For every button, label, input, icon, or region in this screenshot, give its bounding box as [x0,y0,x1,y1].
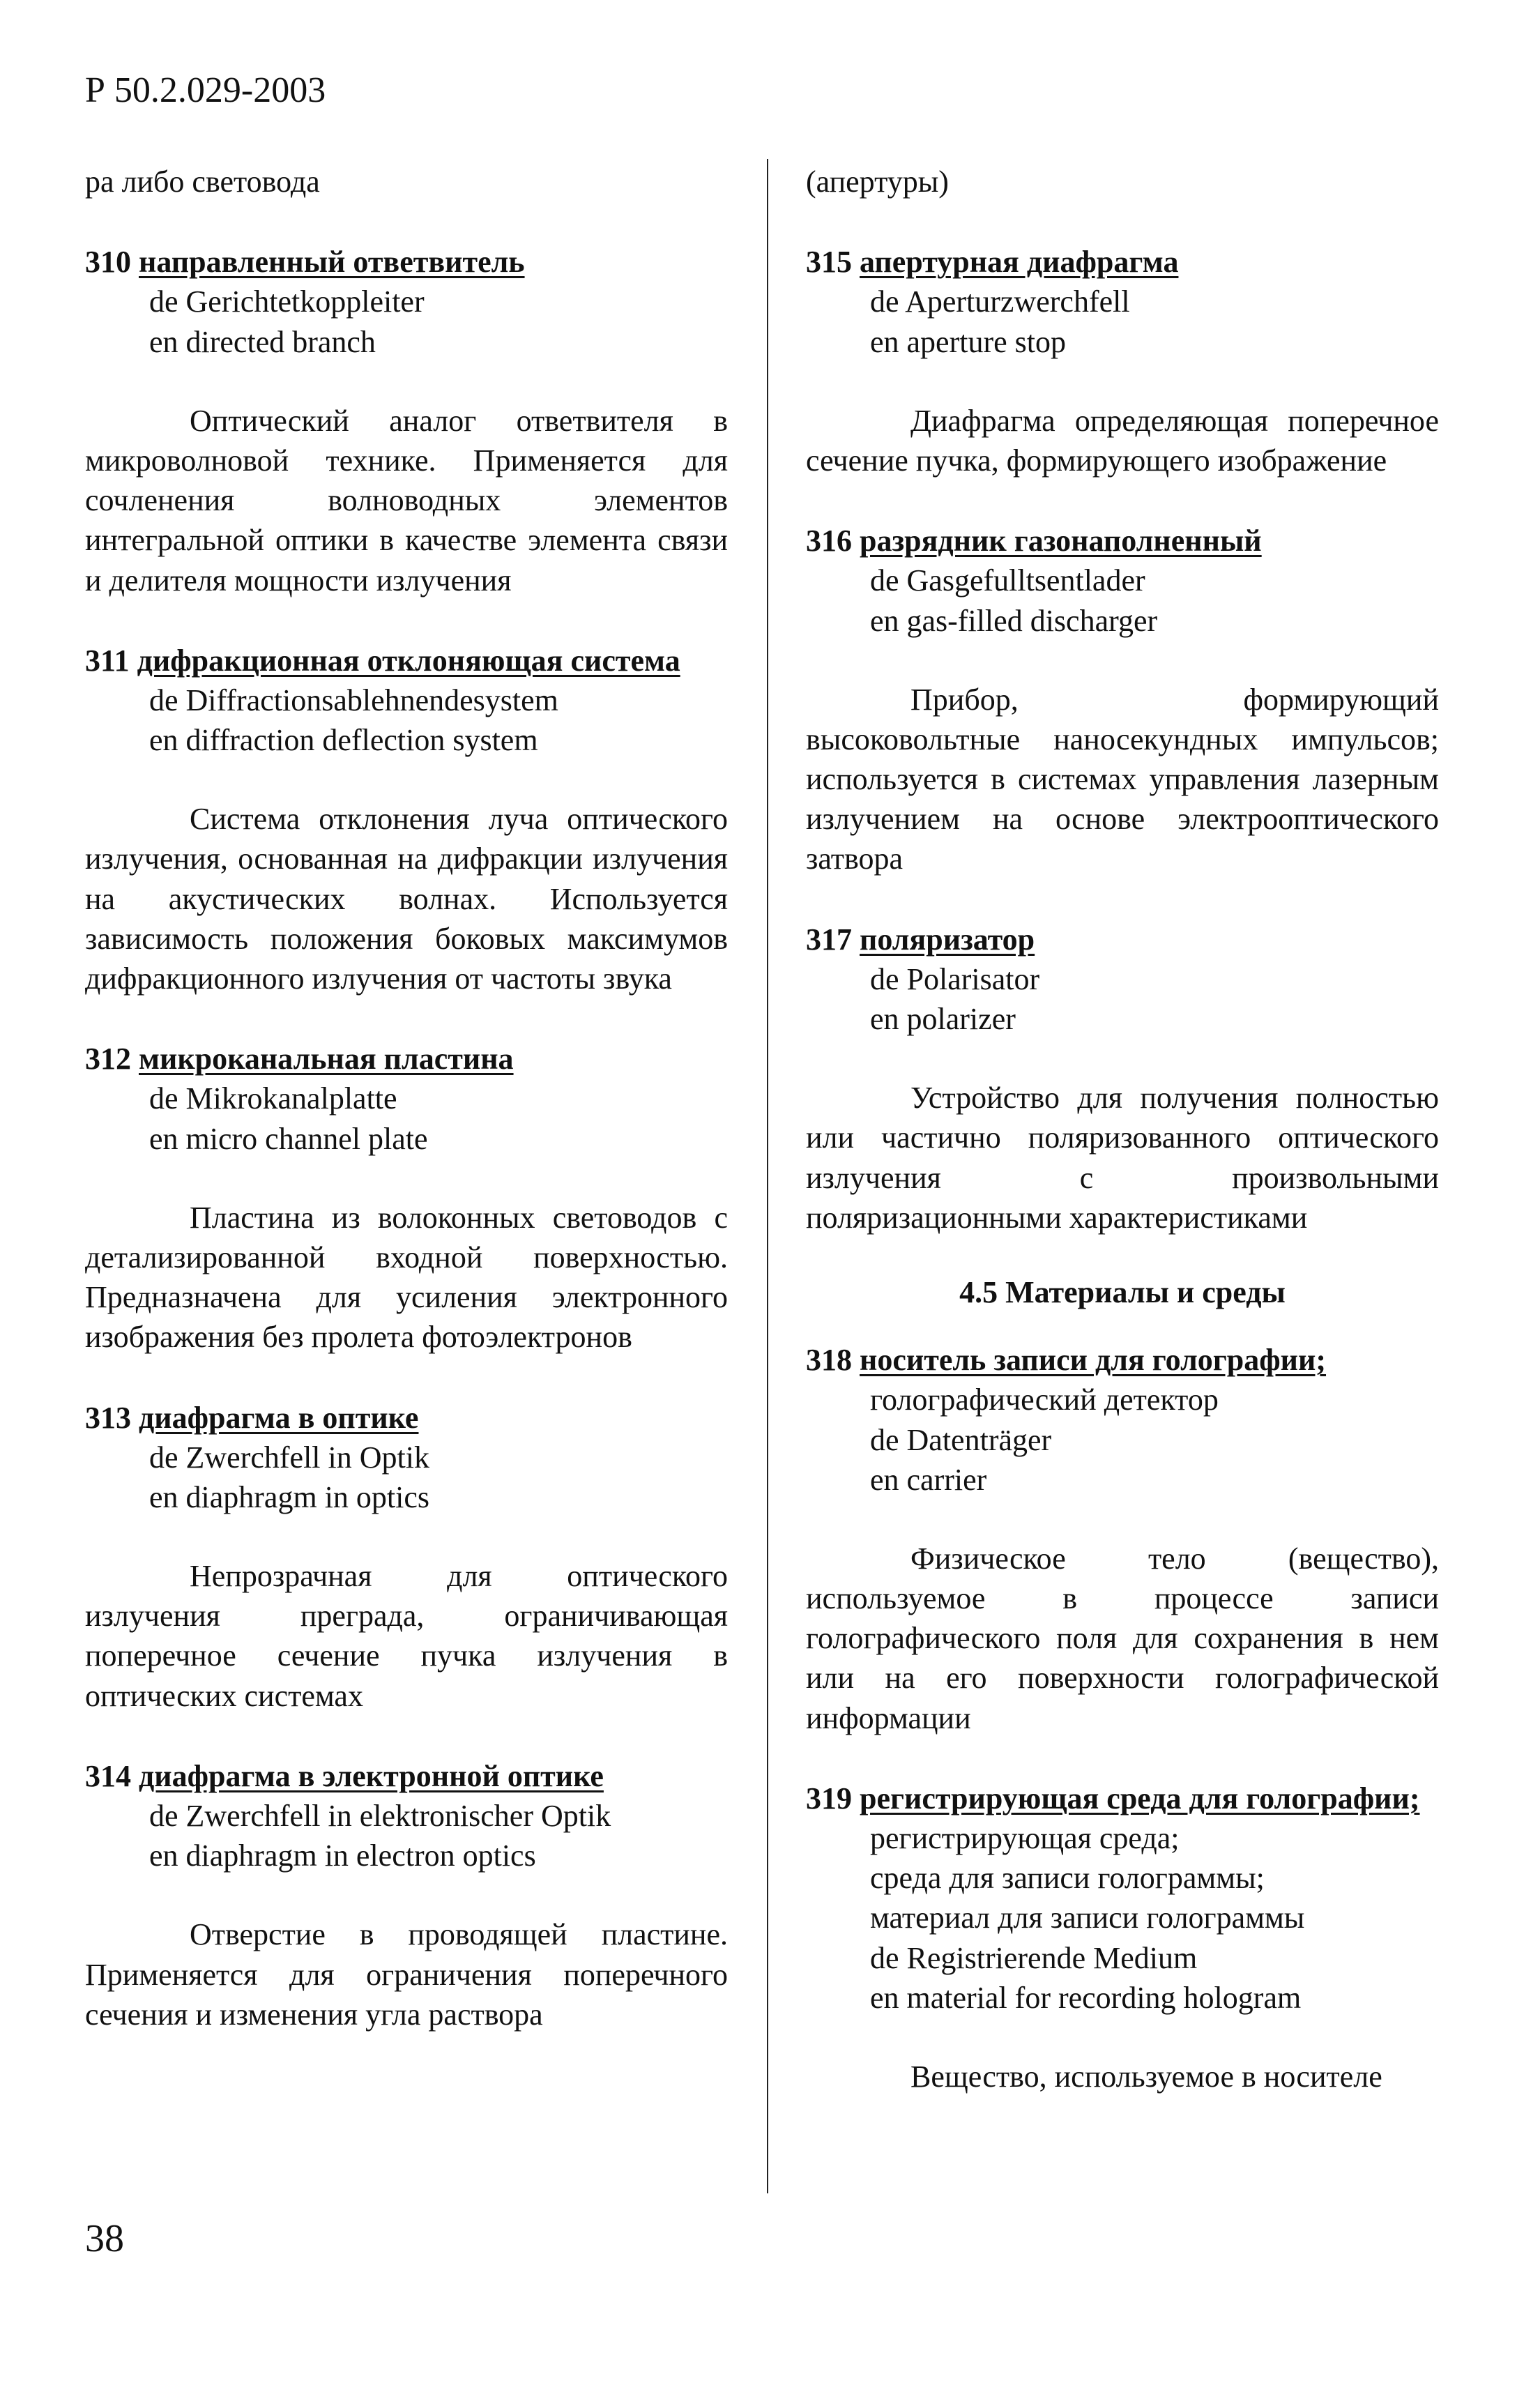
term-definition: Отверстие в проводящей пластине. Применяется для ограничения поперечного сечения и изменения угла раствора [85,1917,728,2032]
term-heading [85,1756,728,1796]
term-number: 313 [85,1400,131,1435]
term-synonym: en gas-filled discharger [870,603,1158,638]
left-entries [85,242,728,2034]
right-column [806,162,1439,2137]
continued-text: (апертуры) [806,165,949,199]
term-synonym: de Gerichtetkoppleiter [149,284,425,319]
term-synonym: de Mikrokanalplatte [149,1081,397,1116]
term-name: регистрирующая среда для голографии; [860,1781,1420,1815]
term-heading [806,242,1439,282]
column-divider [767,159,768,2193]
continued-text: ра либо световода [85,165,320,199]
term-definition: Прибор, формирующий высоковольтные наносекундных импульсов; используется в системах управления лазерным излучением на основе электрооптического затвора [806,682,1439,876]
document-code: Р 50.2.029-2003 [85,70,326,110]
term-number: 316 [806,524,852,558]
term-entry [85,641,728,999]
term-entry [806,242,1439,480]
right-entries-after-section [806,1340,1439,2096]
term-name: разрядник газонаполненный [860,524,1262,558]
term-name: направленный ответвитель [139,245,525,280]
term-entry [85,1039,728,1357]
term-synonym: de Datenträger [870,1422,1052,1457]
term-synonym: en directed branch [149,324,376,359]
term-heading [806,521,1439,561]
term-definition: Физическое тело (вещество), используемое в процессе записи голографического поля для сохранения в нем или на его поверхности голографической информации [806,1541,1439,1735]
term-name: поляризатор [860,922,1035,957]
term-entry [85,1398,728,1716]
term-entry [85,242,728,600]
term-definition: Система отклонения луча оптического излучения, основанная на дифракции излучения на акустических волнах. Используется зависимость положения боковых максимумов дифракционного излучения от частоты звука [85,802,728,996]
term-heading [85,641,728,680]
term-number: 311 [85,643,130,678]
term-number: 310 [85,245,131,280]
term-synonym: среда для записи голограммы; [870,1861,1265,1896]
term-synonym: регистрирующая среда; [870,1821,1180,1855]
term-number: 315 [806,245,852,280]
term-name: дифракционная отклоняющая система [137,643,680,678]
term-number: 319 [806,1781,852,1815]
term-synonym: голографический детектор [870,1383,1219,1417]
term-entry [806,521,1439,879]
left-column [85,162,728,2075]
term-heading [806,920,1439,959]
term-name: апертурная диафрагма [860,245,1179,280]
term-heading [85,242,728,282]
section-heading: 4.5 Материалы и среды [959,1274,1286,1309]
term-number: 312 [85,1042,131,1076]
term-synonym: en aperture stop [870,324,1066,359]
term-synonym: en material for recording hologram [870,1980,1302,2015]
term-synonym: en diaphragm in electron optics [149,1838,536,1873]
term-heading [85,1398,728,1438]
term-synonym: de Zwerchfell in elektronischer Optik [149,1799,611,1833]
term-synonym: en micro channel plate [149,1121,428,1156]
term-entry [806,1340,1439,1738]
term-synonym: de Aperturzwerchfell [870,284,1130,319]
term-heading [806,1779,1439,1818]
term-synonym: en polarizer [870,1002,1016,1036]
term-synonym: en diaphragm in optics [149,1479,430,1514]
term-definition: Вещество, используемое в носителе [910,2059,1382,2094]
term-definition: Диафрагма определяющая поперечное сечение пучка, формирующего изображение [806,403,1439,478]
term-number: 314 [85,1758,131,1793]
term-definition: Оптический аналог ответвителя в микроволновой технике. Применяется для сочленения волноводных элементов интегральной оптики в качестве элемента связи и делителя мощности излучения [85,403,728,597]
term-synonym: en carrier [870,1462,987,1497]
page-number: 38 [85,2217,124,2260]
term-heading [806,1340,1439,1380]
term-name: микроканальная пластина [139,1042,514,1076]
term-synonym: de Zwerchfell in Optik [149,1440,429,1475]
term-name: диафрагма в электронной оптике [139,1758,604,1793]
term-entry [85,1756,728,2034]
term-number: 318 [806,1343,852,1378]
term-synonym: de Diffractionsablehnendesystem [149,683,558,717]
right-entries-before-section [806,242,1439,1238]
term-definition: Непрозрачная для оптического излучения преграда, ограничивающая поперечное сечение пучка излучения в оптических системах [85,1559,728,1713]
term-synonym: de Gasgefulltsentlader [870,563,1145,598]
term-entry [806,920,1439,1238]
term-heading [85,1039,728,1079]
term-synonym: de Registrierende Medium [870,1940,1198,1975]
term-synonym: материал для записи голограммы [870,1901,1305,1935]
term-number: 317 [806,922,852,957]
term-entry [806,1779,1439,2096]
term-definition: Пластина из волоконных световодов с детализированной входной поверхностью. Предназначена для усиления электронного изображения без пролета фотоэлектронов [85,1200,728,1355]
term-name: носитель записи для голографии; [860,1343,1327,1378]
term-synonym: de Polarisator [870,961,1040,996]
term-definition: Устройство для получения полностью или частично поляризованного оптического излучения с произвольными поляризационными характеристиками [806,1081,1439,1235]
term-synonym: en diffraction deflection system [149,723,538,758]
term-name: диафрагма в оптике [139,1400,419,1435]
